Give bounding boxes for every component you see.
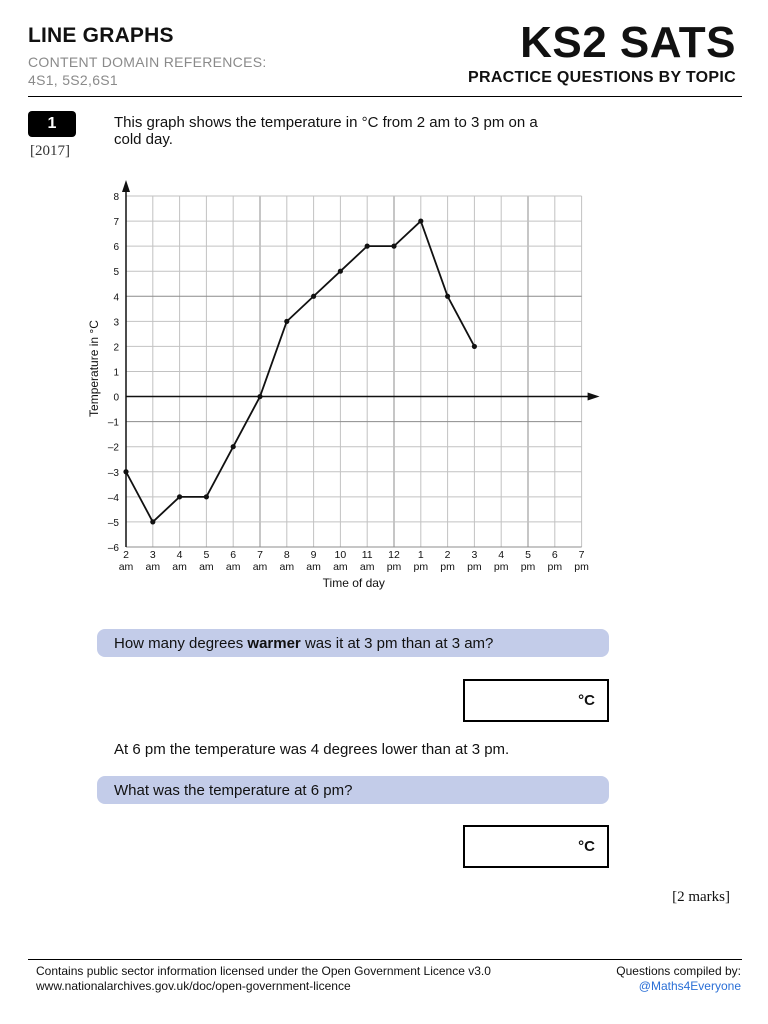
x-tick-label-hour: 9 — [310, 548, 317, 561]
content-domain-label: CONTENT DOMAIN REFERENCES: — [28, 54, 267, 70]
data-point — [123, 469, 128, 474]
header-divider — [28, 96, 742, 97]
content-domain-refs: 4S1, 5S2,6S1 — [28, 72, 118, 88]
y-tick-label: 3 — [113, 317, 119, 329]
x-tick-label-hour: 6 — [551, 548, 558, 561]
y-tick-label: –2 — [107, 442, 119, 454]
y-tick-label: –5 — [107, 517, 119, 529]
y-axis-label: Temperature in °C — [87, 320, 101, 417]
x-tick-label-period: am — [306, 560, 321, 573]
x-tick-label-period: am — [252, 560, 268, 573]
part1-text-before: How many degrees — [114, 634, 248, 652]
question-intro: This graph shows the temperature in °C from 2 am to 3 pm on a cold day. — [114, 114, 538, 148]
answer-unit: °C — [578, 692, 595, 709]
x-tick-label-period: am — [225, 560, 241, 573]
data-point — [204, 494, 209, 499]
brand-subtitle: PRACTICE QUESTIONS BY TOPIC — [468, 69, 736, 86]
x-tick-labels — [119, 549, 589, 573]
x-tick-label-period: am — [333, 560, 348, 573]
data-point — [231, 444, 236, 449]
brand-title: KS2 SATS — [520, 18, 736, 67]
x-tick-label-period: pm — [574, 560, 589, 573]
x-tick-label-period: am — [172, 560, 187, 573]
answer-box-part1[interactable] — [463, 679, 609, 722]
x-tick-label-hour: 2 — [444, 548, 451, 561]
y-tick-label: 7 — [113, 217, 119, 229]
x-tick-label-hour: 8 — [283, 548, 290, 561]
part1-text-bold: warmer — [247, 634, 301, 652]
y-tick-label: 2 — [113, 342, 119, 354]
x-tick-label-period: am — [145, 560, 161, 573]
y-tick-labels — [108, 192, 120, 554]
x-tick-label-period: am — [359, 560, 375, 573]
data-point — [311, 294, 316, 299]
credit-label: Questions compiled by: — [616, 964, 741, 978]
data-point — [177, 494, 182, 499]
topic-title: LINE GRAPHS — [28, 24, 174, 47]
y-axis-arrow — [122, 180, 130, 192]
x-tick-label-period: pm — [467, 560, 482, 573]
temperature-line-graph — [80, 180, 610, 600]
footer-divider — [28, 959, 742, 960]
x-tick-label-hour: 3 — [149, 548, 156, 561]
x-tick-label-hour: 5 — [203, 548, 210, 561]
question-number-badge: 1 — [28, 111, 76, 137]
question-statement: At 6 pm the temperature was 4 degrees lower than at 3 pm. — [114, 741, 510, 758]
data-point — [257, 394, 262, 399]
y-tick-label: 8 — [113, 192, 119, 203]
question-part1-prompt — [97, 629, 609, 657]
credit-handle[interactable]: @Maths4Everyone — [638, 979, 741, 993]
licence-text: Contains public sector information licensed under the Open Government Licence v3.0 — [36, 964, 491, 978]
x-tick-label-hour: 12 — [388, 548, 400, 561]
y-tick-label: 4 — [113, 292, 119, 304]
answer-unit: °C — [578, 838, 595, 855]
x-tick-label-period: pm — [547, 560, 563, 573]
x-axis-label: Time of day — [322, 575, 385, 590]
data-point — [150, 519, 155, 524]
x-tick-label-hour: 4 — [176, 548, 183, 561]
y-tick-label: 1 — [113, 367, 119, 379]
x-tick-label-hour: 7 — [257, 548, 263, 561]
x-tick-label-hour: 2 — [123, 548, 129, 561]
x-tick-label-period: pm — [520, 560, 536, 573]
x-tick-label-period: pm — [493, 560, 509, 573]
x-tick-label-hour: 1 — [417, 548, 424, 561]
marks-label: [2 marks] — [672, 889, 730, 905]
data-point — [284, 319, 289, 324]
x-tick-label-hour: 7 — [578, 548, 585, 561]
y-tick-label: 0 — [113, 392, 119, 404]
x-tick-label-hour: 5 — [525, 548, 531, 561]
x-tick-label-hour: 3 — [471, 548, 478, 561]
part2-text: What was the temperature at 6 pm? — [114, 781, 353, 799]
x-tick-label-period: pm — [413, 560, 429, 573]
data-point — [365, 244, 370, 249]
y-tick-label: –3 — [107, 467, 119, 479]
x-tick-label-period: pm — [440, 560, 455, 573]
y-tick-label: –4 — [107, 492, 119, 504]
question-year: [2017] — [30, 143, 70, 159]
part1-text-after: was it at 3 pm than at 3 am? — [300, 634, 494, 652]
y-tick-label: 6 — [113, 242, 119, 254]
x-tick-label-hour: 11 — [361, 548, 373, 561]
y-tick-label: –6 — [107, 542, 119, 554]
x-tick-label-hour: 6 — [230, 548, 237, 561]
x-tick-label-period: pm — [386, 560, 402, 573]
answer-box-part2[interactable] — [463, 825, 609, 868]
x-tick-label-hour: 10 — [334, 548, 347, 561]
y-tick-label: 5 — [113, 267, 119, 279]
x-tick-label-period: am — [199, 560, 214, 573]
data-point — [445, 294, 450, 299]
data-point — [338, 269, 343, 274]
chart-grid — [126, 196, 582, 547]
licence-url: www.nationalarchives.gov.uk/doc/open-government-licence — [36, 979, 351, 993]
x-tick-label-period: am — [279, 560, 295, 573]
data-point — [418, 218, 423, 223]
data-point — [472, 344, 477, 349]
y-tick-label: –1 — [107, 417, 119, 429]
data-point — [391, 244, 396, 249]
x-axis-arrow — [588, 393, 600, 401]
x-tick-label-hour: 4 — [498, 548, 505, 561]
question-part2-prompt — [97, 776, 609, 804]
x-tick-label-period: am — [118, 560, 134, 573]
